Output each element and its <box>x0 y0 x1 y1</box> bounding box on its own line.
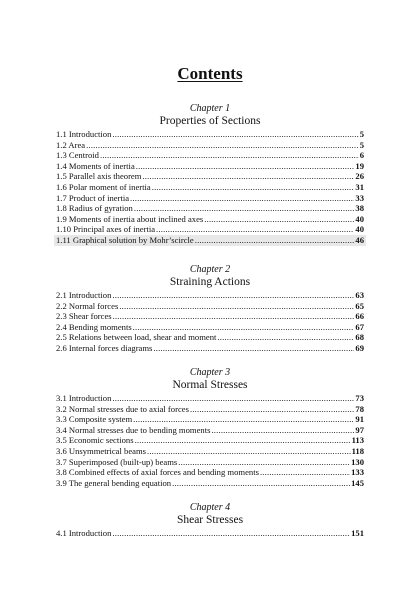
toc-entry-label: 1.2 Area <box>56 139 86 150</box>
toc-list <box>54 393 366 488</box>
dot-leader <box>112 129 358 140</box>
toc-entry-page: 130 <box>351 456 364 467</box>
toc-entry[interactable] <box>54 311 366 322</box>
chapter-label: Chapter 4 <box>189 502 231 513</box>
chapter-title: Straining Actions <box>169 276 251 288</box>
toc-entry-label: 3.4 Normal stresses due to bending moments <box>56 424 211 435</box>
toc-entry-page: 26 <box>355 171 364 182</box>
dot-leader <box>119 301 354 312</box>
toc-entry-page: 19 <box>355 160 364 171</box>
dot-leader <box>86 140 359 151</box>
toc-entry-page: 63 <box>355 290 364 300</box>
toc-entry-page: 68 <box>355 332 364 343</box>
toc-entry-page: 66 <box>355 311 364 322</box>
toc-entry-page: 33 <box>355 192 364 203</box>
toc-entry-page: 145 <box>351 477 364 488</box>
toc-entry[interactable] <box>54 171 366 182</box>
chapter-label: Chapter 1 <box>189 103 231 114</box>
toc-entry-page: 46 <box>355 234 364 245</box>
dot-leader <box>130 193 354 204</box>
toc-entry-page: 118 <box>351 445 364 456</box>
toc-entry-page: 151 <box>351 528 364 538</box>
toc-entry[interactable] <box>54 214 366 225</box>
toc-entry-page: 5 <box>359 139 364 150</box>
toc-entry[interactable] <box>54 457 366 468</box>
chapter-4 <box>54 502 366 539</box>
toc-entry-label: 1.1 Introduction <box>56 129 112 139</box>
toc-entry-page: 6 <box>359 150 364 161</box>
toc-entry-page: 78 <box>355 403 364 414</box>
dot-leader <box>178 457 350 468</box>
dot-leader <box>133 322 355 333</box>
chapter-label: Chapter 3 <box>189 367 231 378</box>
dot-leader <box>147 446 351 457</box>
toc-entry-page: 73 <box>355 393 364 403</box>
toc-entry-page: 69 <box>355 342 364 353</box>
dot-leader <box>134 203 355 214</box>
toc-entry-label: 1.5 Parallel axis theorem <box>56 171 142 182</box>
toc-entry-label: 3.1 Introduction <box>56 393 112 403</box>
toc-entry-label: 4.1 Introduction <box>56 528 112 538</box>
dot-leader <box>112 528 350 539</box>
dot-leader <box>190 404 354 415</box>
toc-entry-highlighted[interactable] <box>54 235 366 246</box>
toc-entry-label: 2.1 Introduction <box>56 290 112 300</box>
chapter-title: Normal Stresses <box>172 379 248 391</box>
toc-entry-label: 1.7 Product of inertia <box>56 192 130 203</box>
toc-entry-label: 2.6 Internal forces diagrams <box>56 342 153 353</box>
dot-leader <box>133 414 354 425</box>
toc-entry-label: 1.10 Principal axes of inertia <box>56 224 156 235</box>
dot-leader <box>260 467 350 478</box>
chapter-3 <box>54 367 366 488</box>
toc-entry[interactable] <box>54 224 366 235</box>
toc-entry-label: 3.5 Economic sections <box>56 435 134 446</box>
toc-entry[interactable] <box>54 193 366 204</box>
chapter-title: Shear Stresses <box>176 514 244 526</box>
toc-entry[interactable] <box>54 140 366 151</box>
toc-entry[interactable] <box>54 182 366 193</box>
dot-leader <box>135 435 351 446</box>
toc-entry-page: 65 <box>355 300 364 311</box>
toc-entry[interactable] <box>54 404 366 415</box>
toc-entry[interactable] <box>54 301 366 312</box>
toc-entry[interactable] <box>54 161 366 172</box>
toc-list <box>54 129 366 246</box>
dot-leader <box>113 311 355 322</box>
toc-entry[interactable] <box>54 290 366 301</box>
dot-leader <box>217 332 354 343</box>
dot-leader <box>112 393 354 404</box>
dot-leader <box>172 478 350 489</box>
dot-leader <box>142 171 354 182</box>
toc-entry-label: 1.9 Moments of inertia about inclined axes <box>56 213 204 224</box>
toc-entry-label: 3.3 Composite system <box>56 414 133 425</box>
toc-entry-label: 1.11 Graphical solution by Mohr’scircle <box>56 234 194 245</box>
toc-entry[interactable] <box>54 435 366 446</box>
dot-leader <box>211 425 354 436</box>
dot-leader <box>195 235 355 246</box>
toc-entry-label: 1.3 Centroid <box>56 150 99 161</box>
toc-entry-label: 2.2 Normal forces <box>56 300 119 311</box>
toc-list <box>54 290 366 354</box>
toc-entry[interactable] <box>54 478 366 489</box>
toc-entry[interactable] <box>54 414 366 425</box>
toc-entry[interactable] <box>54 150 366 161</box>
toc-entry-label: 1.8 Radius of gyration <box>56 203 133 214</box>
dot-leader <box>112 290 354 301</box>
toc-entry[interactable] <box>54 528 366 539</box>
chapter-2 <box>54 264 366 354</box>
toc-entry-page: 40 <box>355 213 364 224</box>
toc-entry-page: 97 <box>355 424 364 435</box>
toc-entry-page: 40 <box>355 224 364 235</box>
dot-leader <box>136 161 355 172</box>
page-title: Contents <box>177 64 243 83</box>
dot-leader <box>152 182 355 193</box>
dot-leader <box>153 343 354 354</box>
toc-entry-page: 31 <box>355 181 364 192</box>
toc-entry[interactable] <box>54 322 366 333</box>
dot-leader <box>204 214 354 225</box>
chapter-1 <box>54 103 366 246</box>
toc-entry[interactable] <box>54 467 366 478</box>
chapter-label: Chapter 2 <box>189 264 231 275</box>
toc-entry-label: 3.9 The general bending equation <box>56 477 172 488</box>
dot-leader <box>100 150 359 161</box>
toc-entry-page: 38 <box>355 203 364 214</box>
dot-leader <box>156 224 354 235</box>
toc-entry-label: 1.6 Polar moment of inertia <box>56 181 151 192</box>
toc-entry[interactable] <box>54 332 366 343</box>
toc-entry-label: 2.5 Relations between load, shear and moment <box>56 332 217 343</box>
toc-entry[interactable] <box>54 129 366 140</box>
toc-entry-label: 2.3 Shear forces <box>56 311 112 322</box>
toc-entry[interactable] <box>54 393 366 404</box>
toc-entry-page: 5 <box>359 129 364 139</box>
toc-entry-label: 3.8 Combined effects of axial forces and bending moments <box>56 467 259 478</box>
toc-list <box>54 528 366 539</box>
toc-entry-page: 113 <box>351 435 364 446</box>
toc-entry-label: 3.2 Normal stresses due to axial forces <box>56 403 189 414</box>
toc-entry[interactable] <box>54 446 366 457</box>
toc-entry-page: 67 <box>355 321 364 332</box>
toc-entry-label: 1.4 Moments of inertia <box>56 160 135 171</box>
chapter-title: Properties of Sections <box>159 115 261 127</box>
toc-entry[interactable] <box>54 425 366 436</box>
toc-entry[interactable] <box>54 203 366 214</box>
toc-entry[interactable] <box>54 343 366 354</box>
toc-entry-page: 133 <box>351 467 364 478</box>
toc-entry-page: 91 <box>355 414 364 425</box>
toc-entry-label: 3.7 Superimposed (built-up) beams <box>56 456 178 467</box>
toc-entry-label: 2.4 Bending moments <box>56 321 132 332</box>
toc-entry-label: 3.6 Unsymmetrical beams <box>56 445 146 456</box>
